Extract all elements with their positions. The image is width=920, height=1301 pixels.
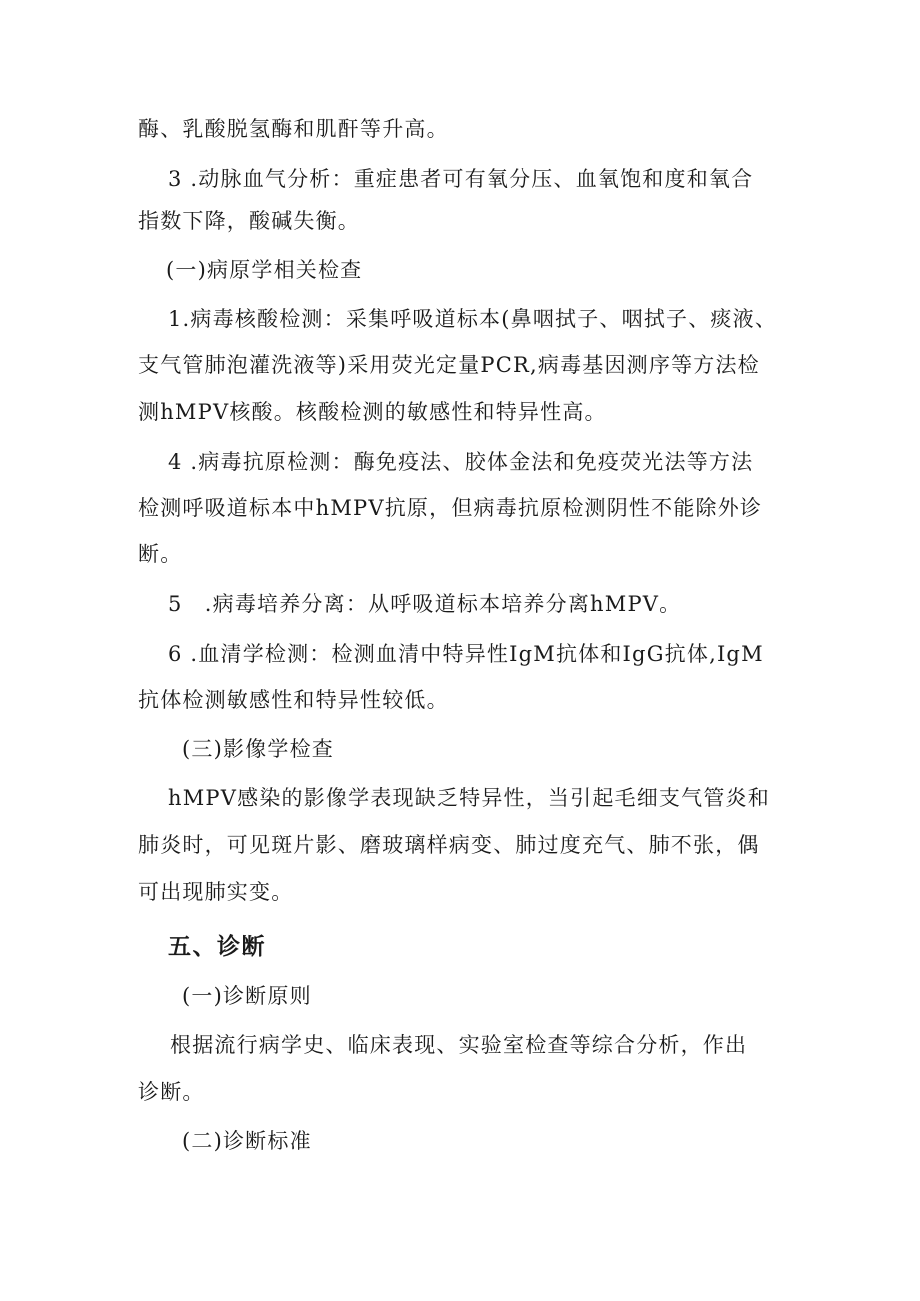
text-line-nucleic-acid-cont-2: 测hMPV核酸。核酸检测的敏感性和特异性高。 bbox=[138, 400, 607, 424]
text-line-diagnosis-principle: 根据流行病学史、临床表现、实验室检查等综合分析，作出 bbox=[170, 1033, 748, 1057]
text-line-culture: 5 .病毒培养分离：从呼吸道标本培养分离hMPV。 bbox=[168, 592, 682, 616]
text-line-blood-gas-cont: 指数下降，酸碱失衡。 bbox=[138, 209, 360, 233]
subheading-diagnosis-principle: (一)诊断原则 bbox=[182, 984, 312, 1008]
text-line-diagnosis-principle-cont: 诊断。 bbox=[138, 1080, 205, 1104]
text-line-nucleic-acid: 1.病毒核酸检测：采集呼吸道标本(鼻咽拭子、咽拭子、痰液、 bbox=[168, 307, 778, 331]
text-line-nucleic-acid-cont-1: 支气管肺泡灌洗液等)采用荧光定量PCR,病毒基因测序等方法检 bbox=[138, 353, 760, 377]
text-line-serology-cont: 抗体检测敏感性和特异性较低。 bbox=[138, 688, 449, 712]
text-line-antigen-cont-2: 断。 bbox=[138, 542, 183, 566]
subheading-etiology: (一)病原学相关检查 bbox=[166, 258, 363, 282]
subheading-imaging: (三)影像学检查 bbox=[182, 737, 334, 761]
text-line-blood-gas: 3 .动脉血气分析：重症患者可有氧分压、血氧饱和度和氧合 bbox=[168, 167, 754, 191]
text-line-antigen: 4 .病毒抗原检测：酶免疫法、胶体金法和免疫荧光法等方法 bbox=[168, 450, 754, 474]
text-line-imaging-cont-2: 可出现肺实变。 bbox=[138, 880, 294, 904]
text-line-lab-enzymes: 酶、乳酸脱氢酶和肌酐等升高。 bbox=[138, 117, 449, 141]
text-line-antigen-cont-1: 检测呼吸道标本中hMPV抗原，但病毒抗原检测阴性不能除外诊 bbox=[138, 496, 763, 520]
subheading-diagnosis-criteria: (二)诊断标准 bbox=[182, 1129, 312, 1153]
text-line-serology: 6 .血清学检测：检测血清中特异性IgM抗体和IgG抗体,IgM bbox=[168, 642, 764, 666]
section-heading-diagnosis: 五、诊断 bbox=[168, 934, 266, 960]
text-line-imaging: hMPV感染的影像学表现缺乏特异性，当引起毛细支气管炎和 bbox=[168, 786, 770, 810]
text-line-imaging-cont-1: 肺炎时，可见斑片影、磨玻璃样病变、肺过度充气、肺不张，偶 bbox=[138, 833, 760, 857]
